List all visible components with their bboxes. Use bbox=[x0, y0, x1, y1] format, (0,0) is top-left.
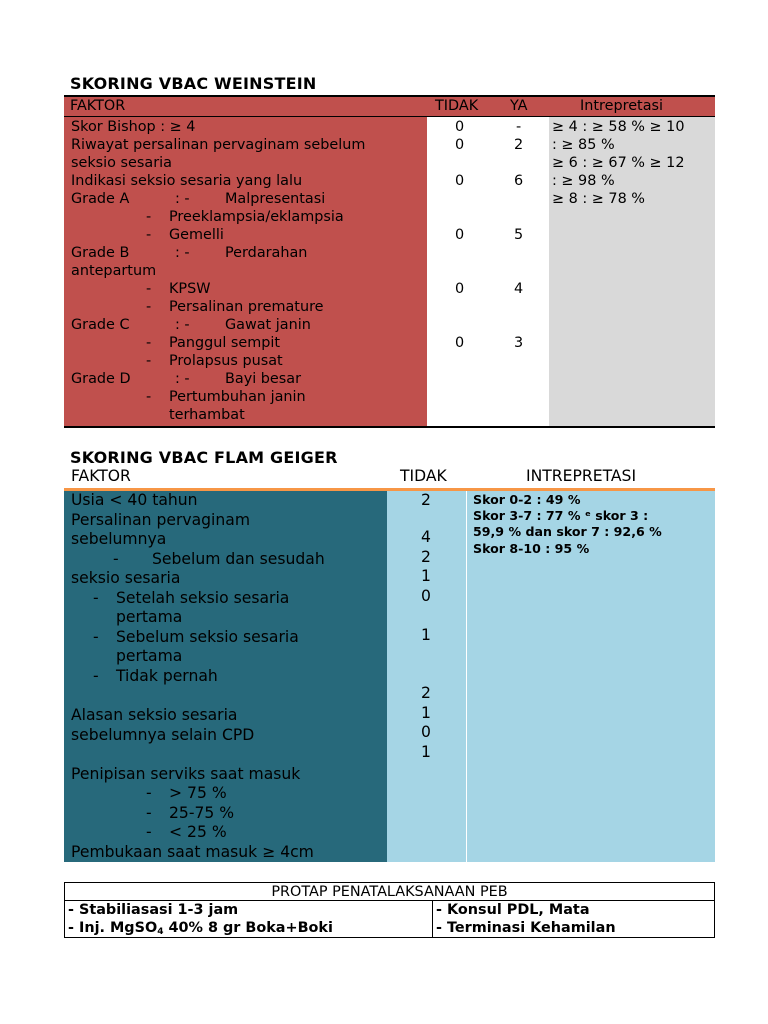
weinstein-dash: - bbox=[146, 227, 152, 243]
weinstein-dash: - bbox=[146, 353, 152, 369]
geiger-factor-setelah: Setelah seksio sesaria bbox=[116, 589, 290, 607]
geiger-factor-usia: Usia < 40 tahun bbox=[71, 491, 198, 509]
protap-column-divider bbox=[432, 901, 433, 937]
weinstein-dash: - bbox=[146, 389, 152, 405]
protap-title: PROTAP PENATALAKSANAAN PEB bbox=[271, 884, 508, 900]
geiger-interp-line: 59,9 % dan skor 7 : 92,6 % bbox=[473, 524, 662, 539]
weinstein-grade-d-pjt-cont: terhambat bbox=[169, 407, 245, 423]
weinstein-grade-c-sep: : - bbox=[175, 317, 190, 333]
geiger-interp-line: Skor 0-2 : 49 % bbox=[473, 492, 581, 507]
weinstein-grade-c-item: Gawat janin bbox=[225, 317, 311, 333]
weinstein-factor-indikasi: Indikasi seksio sesaria yang lalu bbox=[71, 173, 303, 189]
geiger-factor-alasan-cont: sebelumnya selain CPD bbox=[71, 726, 255, 744]
weinstein-grade-a-preeklampsia: Preeklampsia/eklampsia bbox=[169, 209, 344, 225]
geiger-dash: - bbox=[93, 628, 99, 646]
protap-item-stabilisasi: - Stabiliasasi 1-3 jam bbox=[68, 902, 239, 918]
weinstein-interp-line: ≥ 4 : ≥ 58 % ≥ 10 bbox=[552, 119, 685, 135]
geiger-dash: - bbox=[146, 784, 152, 802]
weinstein-grade-a-sep: : - bbox=[175, 191, 190, 207]
weinstein-ya-value: 2 bbox=[514, 137, 524, 153]
geiger-title: SKORING VBAC FLAM GEIGER bbox=[70, 448, 338, 467]
weinstein-dash: - bbox=[146, 299, 152, 315]
geiger-score: 0 bbox=[421, 723, 431, 741]
protap-item-terminasi: - Terminasi Kehamilan bbox=[436, 920, 616, 936]
weinstein-interp-line: ≥ 8 : ≥ 78 % bbox=[552, 191, 645, 207]
weinstein-grade-d-pjt: Pertumbuhan janin bbox=[169, 389, 306, 405]
geiger-factor-setelah-cont: pertama bbox=[116, 608, 183, 626]
geiger-score: 1 bbox=[421, 743, 431, 761]
weinstein-grade-b-prematur: Persalinan premature bbox=[169, 299, 324, 315]
weinstein-factor-riwayat-cont: seksio sesaria bbox=[71, 155, 172, 171]
weinstein-title: SKORING VBAC WEINSTEIN bbox=[70, 74, 317, 93]
geiger-interp-line: Skor 3-7 : 77 % ᵉ skor 3 : bbox=[473, 508, 649, 523]
weinstein-ya-value: - bbox=[516, 119, 522, 135]
weinstein-dash: - bbox=[146, 335, 152, 351]
geiger-score: 0 bbox=[421, 587, 431, 605]
weinstein-grade-a-item: Malpresentasi bbox=[225, 191, 326, 207]
weinstein-header-faktor: FAKTOR bbox=[70, 98, 126, 114]
geiger-factor-persalinan: Persalinan pervaginam bbox=[71, 511, 251, 529]
geiger-factor-tidak-pernah: Tidak pernah bbox=[116, 667, 218, 685]
geiger-dash: - bbox=[113, 550, 119, 568]
weinstein-grade-b-cont: antepartum bbox=[71, 263, 157, 279]
weinstein-tidak-value: 0 bbox=[455, 137, 465, 153]
weinstein-grade-c-prolapsus: Prolapsus pusat bbox=[169, 353, 283, 369]
weinstein-ya-value: 6 bbox=[514, 173, 524, 189]
weinstein-grade-d: Grade D bbox=[71, 371, 131, 387]
geiger-factor-penipisan-75: > 75 % bbox=[169, 784, 227, 802]
weinstein-tidak-value: 0 bbox=[455, 227, 465, 243]
weinstein-grade-c: Grade C bbox=[71, 317, 130, 333]
geiger-factor-persalinan-cont: sebelumnya bbox=[71, 530, 167, 548]
geiger-header-tidak: TIDAK bbox=[400, 467, 447, 485]
weinstein-grade-b-item: Perdarahan bbox=[225, 245, 308, 261]
weinstein-tidak-value: 0 bbox=[455, 119, 465, 135]
geiger-factor-penipisan-25-75: 25-75 % bbox=[169, 804, 235, 822]
weinstein-interp-line: : ≥ 85 % bbox=[552, 137, 615, 153]
weinstein-header-interp: Intrepretasi bbox=[580, 98, 664, 114]
weinstein-grade-b-sep: : - bbox=[175, 245, 190, 261]
geiger-dash: - bbox=[93, 667, 99, 685]
geiger-score: 1 bbox=[421, 626, 431, 644]
weinstein-ya-value: 5 bbox=[514, 227, 524, 243]
geiger-factor-sebelum-sesudah: Sebelum dan sesudah bbox=[152, 550, 325, 568]
weinstein-tidak-value: 0 bbox=[455, 281, 465, 297]
weinstein-interp-line: ≥ 6 : ≥ 67 % ≥ 12 bbox=[552, 155, 685, 171]
geiger-score: 2 bbox=[421, 548, 431, 566]
protap-item-mgso4: - Inj. MgSO$_4$ 40% 8 gr Boka+Boki bbox=[68, 920, 333, 937]
weinstein-header-border bbox=[64, 116, 715, 117]
weinstein-factor-riwayat: Riwayat persalinan pervaginam sebelum bbox=[71, 137, 366, 153]
weinstein-tidak-value: 0 bbox=[455, 173, 465, 189]
weinstein-header-ya: YA bbox=[510, 98, 528, 114]
weinstein-factor-bishop: Skor Bishop : ≥ 4 bbox=[71, 119, 196, 135]
protap-item-konsul: - Konsul PDL, Mata bbox=[436, 902, 590, 918]
geiger-factor-seksio: seksio sesaria bbox=[71, 569, 181, 587]
weinstein-interp-line: : ≥ 98 % bbox=[552, 173, 615, 189]
weinstein-ya-value: 4 bbox=[514, 281, 524, 297]
geiger-factor-sebelum-cont: pertama bbox=[116, 647, 183, 665]
geiger-factor-penipisan: Penipisan serviks saat masuk bbox=[71, 765, 301, 783]
geiger-score: 2 bbox=[421, 684, 431, 702]
geiger-factor-penipisan-25: < 25 % bbox=[169, 823, 227, 841]
weinstein-grade-d-sep: : - bbox=[175, 371, 190, 387]
geiger-header-interp: INTREPRETASI bbox=[526, 467, 637, 485]
geiger-factor-pembukaan: Pembukaan saat masuk ≥ 4cm bbox=[71, 843, 314, 861]
weinstein-grade-d-item: Bayi besar bbox=[225, 371, 302, 387]
geiger-dash: - bbox=[93, 589, 99, 607]
geiger-dash: - bbox=[146, 804, 152, 822]
weinstein-grade-a: Grade A bbox=[71, 191, 130, 207]
geiger-score: 2 bbox=[421, 491, 431, 509]
geiger-score: 1 bbox=[421, 704, 431, 722]
geiger-header-faktor: FAKTOR bbox=[71, 467, 131, 485]
weinstein-grade-b: Grade B bbox=[71, 245, 130, 261]
weinstein-dash: - bbox=[146, 281, 152, 297]
weinstein-header-tidak: TIDAK bbox=[435, 98, 479, 114]
geiger-factor-alasan: Alasan seksio sesaria bbox=[71, 706, 238, 724]
weinstein-grade-c-panggul: Panggul sempit bbox=[169, 335, 281, 351]
weinstein-dash: - bbox=[146, 209, 152, 225]
weinstein-score-column bbox=[427, 117, 549, 427]
weinstein-ya-value: 3 bbox=[514, 335, 524, 351]
weinstein-tidak-value: 0 bbox=[455, 335, 465, 351]
weinstein-grade-b-kpsw: KPSW bbox=[169, 281, 211, 297]
geiger-score: 1 bbox=[421, 567, 431, 585]
geiger-score: 4 bbox=[421, 528, 431, 546]
geiger-factor-sebelum: Sebelum seksio sesaria bbox=[116, 628, 299, 646]
weinstein-grade-a-gemelli: Gemelli bbox=[169, 227, 224, 243]
geiger-dash: - bbox=[146, 823, 152, 841]
geiger-interp-line: Skor 8-10 : 95 % bbox=[473, 541, 590, 556]
weinstein-bottom-border bbox=[64, 426, 715, 428]
